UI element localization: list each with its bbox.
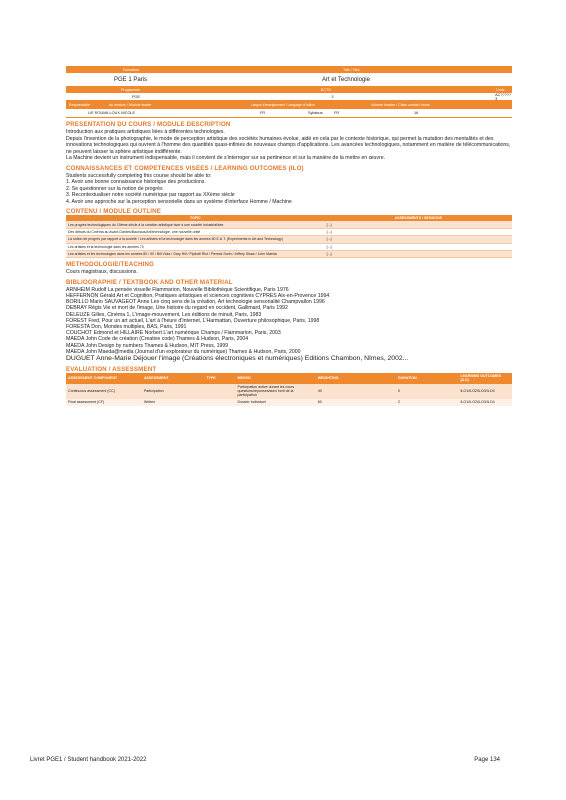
syllabus-label: Syllabus:: [308, 111, 324, 115]
page-number: Page 134: [474, 757, 500, 763]
outcome-line: Students successfully completing this course should be able to:: [66, 172, 212, 179]
ects-value: 3: [331, 94, 334, 99]
presentation-text: [66, 129, 512, 162]
table-row: [66, 221, 512, 228]
eval-header-method: MEHOD: [235, 373, 315, 384]
eval-cell: ILO1/ILO2/ILO3/ILO4: [458, 399, 512, 406]
topic-header: TOPIC: [66, 215, 325, 221]
eval-cell: Participation: [142, 384, 204, 399]
eval-cell: Participation active durant les cours questions/réponses/suivi écrit de la participation: [235, 384, 315, 399]
session-cell: [...]: [325, 250, 512, 257]
bibliography-entry: ARNHEIM Rudolf La pensée visuelle Flammarion, Nouvelle Bibliothèque Scientifique, Paris 1976: [66, 286, 289, 293]
eval-cell: 40: [316, 384, 396, 399]
programme-label: Programme: [121, 87, 140, 92]
methodology-title: METHODOLOGIE/TEACHING: [66, 261, 155, 269]
footer-handbook: Livret PGE1 / Student handbook 2021-2022: [30, 757, 147, 763]
module-outline-table: [66, 215, 512, 258]
programme-header-bar: [66, 86, 512, 93]
syllabus-language: FR: [334, 111, 340, 115]
evaluation-title: EVALUATION / ASSESSMENT: [66, 365, 157, 373]
table-row: [66, 236, 512, 243]
formation-label: Formation: [123, 67, 140, 72]
learning-outcomes-text: [66, 173, 512, 206]
presentation-line: La Machine devient un instrument indispensable, mais il convient de s'interroger sur sa pertinence et sur la manière de la mettre en œuvre.: [66, 155, 386, 161]
presentation-title: PRESENTATION DU COURS / MODULE DESCRIPTION: [66, 121, 231, 128]
code-value: AC?????3: [495, 92, 511, 101]
table-row: [66, 243, 512, 250]
sessions-header: ASSESSMENTS / SESSIONS: [325, 215, 512, 221]
eval-cell: Dossier Individuel: [235, 399, 315, 406]
bibliography-list: [66, 287, 512, 363]
outcome-line: 4. Avoir une approche sur la perception sensorielle dans un système d'interface Homme / Machine: [66, 198, 292, 205]
table-row: [66, 399, 512, 406]
program-title-row: [66, 73, 512, 86]
table-row: [66, 250, 512, 257]
table-row: [66, 228, 512, 235]
responsible-label: Responsable: [69, 102, 90, 107]
eval-header-outcomes: LEARNING OUTCOMES (ILO): [458, 373, 512, 384]
evaluation-table: [66, 373, 512, 406]
eval-header-component: ASSESSMENT COMPONENT: [66, 373, 142, 384]
volume-label: Volume horaire / Class contact hours: [371, 102, 430, 107]
session-cell: [...]: [325, 228, 512, 235]
programme-row: [66, 93, 512, 100]
code-label: Code: [496, 87, 505, 92]
eval-cell: ILO1/ILO2/ILO3/ILO4: [458, 384, 512, 399]
eval-header-type: TYPE: [204, 373, 235, 384]
eval-header-assessment: ASSESSMENT: [142, 373, 204, 384]
eval-cell: 60: [316, 399, 396, 406]
topic-cell: Dès débuts du Cinéma au Avant-Gardes/Bauhaus/Art/technologie, une nouvelle unité: [66, 228, 325, 235]
programme-value: PGE: [132, 94, 141, 99]
eval-cell: Final assessment (CF): [66, 399, 142, 406]
eval-cell: [204, 384, 235, 399]
title-label: Title / Titre: [343, 67, 360, 72]
topic-cell: Les artistes et la technologie dans les années 70: [66, 243, 325, 250]
outcome-line: 2. Se questionner sur la notion de progrès: [66, 185, 163, 192]
page-footer: [30, 757, 500, 763]
topic-cell: Les progrès technologiques du 19ème siècle à la création artistique face à une société industrialisée: [66, 221, 325, 228]
bibliography-entry: FOREST Fred, Pour un art actuel, L'art à l'heure d'Internet, L'Harmattan, Ouverture philosophique, Paris, 1998: [66, 317, 320, 324]
eval-cell: Written: [142, 399, 204, 406]
eval-cell: 2: [396, 399, 458, 406]
language-value: FR: [260, 111, 266, 115]
outcome-line: 3. Recontextualiser notre société numérique par rapport au XXème siècle: [66, 192, 235, 198]
bibliography-entry: DEBRAY Régis Vie et mort de l'image, Une histoire du regard en occident, Gallimard, Paris 1992: [66, 305, 288, 312]
eval-header-duration: DURATION: [396, 373, 458, 384]
responsible-row: [66, 109, 512, 118]
program-name: PGE 1 Paris: [114, 76, 148, 83]
bibliography-entry: BORILLO Mario SAUVAGEOT Anne Les cinq sens de la création, Art technologie sensorialité Champvallon 1996: [66, 299, 325, 306]
table-row: [66, 384, 512, 399]
learning-outcomes-title: CONNAISSANCES ET COMPETENCES VISEES / LEARNING OUTCOMES (ILO): [66, 164, 304, 172]
formation-header-bar: [66, 66, 512, 73]
bibliography-entry: MAEDA John Maeda@media (Journal d'un explorateur du numérique) Thames & Hudson, Paris, 2000: [66, 348, 301, 355]
bibliography-entry: DELEUZE Gilles, Cinéma 1, L'image-mouvement, Les éditions de minuit, Paris, 1983: [66, 311, 262, 318]
module-outline-title: CONTENU / MODULE OUTLINE: [66, 208, 162, 215]
bibliography-entry: MAEDA John Code de création (Creative code) Thames & Hudson, Paris, 2004: [66, 336, 249, 343]
bibliography-title: BIBLIOGRAPHIE / TEXTBOOK AND OTHER MATERIAL: [66, 278, 233, 286]
ects-label: ECTS: [321, 87, 331, 92]
eval-cell: [204, 399, 235, 406]
session-cell: [...]: [325, 236, 512, 243]
language-label: Langue d'enseignement / Language of tuition: [251, 102, 315, 107]
methodology-text: Cours magistraux, discussions.: [66, 269, 138, 276]
hours-value: 16: [414, 111, 419, 115]
course-title: Art et Technologie: [322, 76, 370, 83]
module-leader-label: du module / Module leader: [109, 102, 152, 107]
syllabus-page: [66, 66, 512, 406]
bibliography-entry-last: DUGUET Anne-Marie Déjouer l'image (Créations électroniques et numériques) Editions Chambon, Nîmes, 2002...: [66, 354, 409, 362]
session-cell: [...]: [325, 221, 512, 228]
presentation-line: Introduction aux pratiques artistiques liées à différentes technologies.: [66, 129, 225, 135]
outcome-line: 1. Avoir une bonne connaissance historique des productions.: [66, 179, 206, 185]
bibliography-entry: FORESTA Don, Mondes multiples, BAS, Paris, 1991: [66, 323, 187, 330]
bibliography-entry: HEFFERNON Gérald Art et Cognition, Pratiques artistiques et sciences cognitives CYPRES Aix-en-Provence 1994: [66, 292, 330, 299]
topic-cell: Les artistes et les technologies dans les années 80 / 90 / Bill Viola / Gary Hill / Pipilotti Rist / Pierrick Sorin / Jeffrey Shaw / John Maeda: [66, 250, 325, 257]
bibliography-entry: COUCHOT Edmond et HILLAIRE Norbert L'art numérique Champs / Flammarion, Paris, 2003: [66, 330, 281, 337]
topic-cell: La notion de progrès par rapport à la société / Les artistes et la technologie dans les années 60 E.A.T. (Experiments in Art and Technology): [66, 236, 325, 243]
module-leader-name: LIE ROUMILLOUX NICOLE: [88, 111, 136, 115]
bibliography-entry: MAEDA John Design by numbers Thames & Hudson, MIT Press, 1999: [66, 342, 229, 349]
session-cell: [...]: [325, 243, 512, 250]
eval-cell: Continuous assessment (CC): [66, 384, 142, 399]
eval-cell: 0: [396, 384, 458, 399]
responsible-header-bar: [66, 100, 512, 109]
presentation-line: Depuis l'invention de la photographie, le mode de perception artistique des sociétés humaines évolue, aidé en cela par le contexte historique, qui permet la mutation des mentalités et des innovations technologiques qui ouvrent à l'homme des quantités quasi-infinies de nouveaux champs d'applications. Les avancées technologiques, notamment en matière de télécommunications, ne peuvent laisser la sphère artistique indifférente.: [66, 135, 511, 155]
eval-header-weighting: WEIGHTING: [316, 373, 396, 384]
evaluation-header-row: [66, 373, 512, 384]
